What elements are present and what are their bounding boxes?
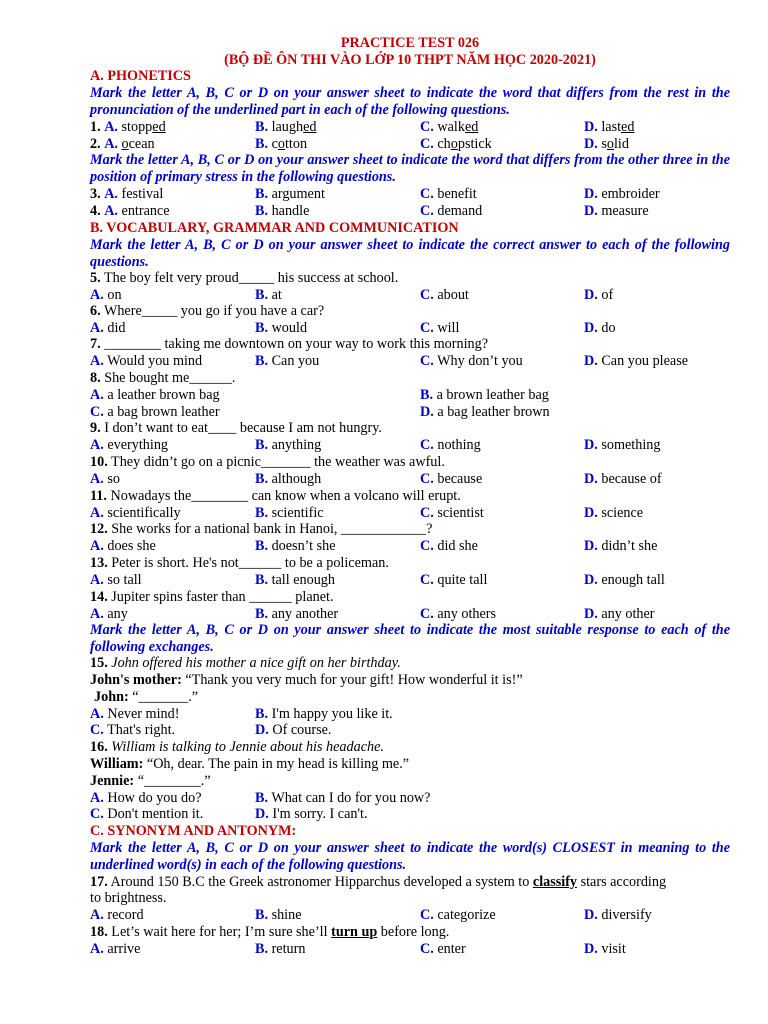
blank: ________ xyxy=(104,336,161,352)
option-text: cean xyxy=(128,136,155,152)
underlined-keyword: turn up xyxy=(331,924,378,940)
option-letter: A. xyxy=(90,907,104,923)
option-letter: D. xyxy=(255,806,269,822)
option-text: anything xyxy=(271,437,322,453)
option-letter: B. xyxy=(255,136,269,152)
question-number: 14. xyxy=(90,589,108,605)
option-text: entrance xyxy=(121,203,170,219)
option-letter: B. xyxy=(255,203,269,219)
option-text: any another xyxy=(271,606,339,622)
question-number: 1. xyxy=(90,119,101,135)
instruction-pronunciation: Mark the letter A, B, C or D on your answer sheet to indicate the word that differs from the rest in the pronunciation of the underlined part in each of the following questions. xyxy=(90,85,730,118)
section-heading-phonetics: A. PHONETICS xyxy=(90,68,191,84)
dialogue-text: “Thank you very much for your gift! How wonderful it is!” xyxy=(181,672,523,688)
option-text: return xyxy=(271,941,306,957)
stem-text: before long. xyxy=(377,924,450,940)
option-letter: D. xyxy=(584,119,598,135)
option-text: does she xyxy=(107,538,156,554)
blank: ____________ xyxy=(341,521,427,537)
underlined-part: ed xyxy=(621,119,635,135)
option-letter: C. xyxy=(420,136,434,152)
instruction-response: Mark the letter A, B, C or D on your answer sheet to indicate the most suitable response to each of the following exchanges. xyxy=(90,622,730,655)
question-13-stem xyxy=(90,555,730,572)
question-number: 10. xyxy=(90,454,108,470)
option-text: last xyxy=(601,119,622,135)
option-text: Can you xyxy=(271,353,320,369)
instruction-synonym: Mark the letter A, B, C or D on your answer sheet to indicate the word(s) CLOSEST in meaning to the underlined word(s) in each of the following questions. xyxy=(90,840,730,873)
option-text: tall enough xyxy=(271,572,335,588)
context-text: John offered his mother a nice gift on her birthday. xyxy=(111,655,401,671)
page-subtitle: (BỘ ĐỀ ÔN THI VÀO LỚP 10 THPT NĂM HỌC 2020-2021) xyxy=(224,52,596,68)
option-letter: A. xyxy=(90,505,104,521)
option-letter: C. xyxy=(90,806,104,822)
option-text: any others xyxy=(437,606,497,622)
speaker: Jennie: xyxy=(90,773,135,789)
question-18-stem xyxy=(90,924,730,941)
option-text: arrive xyxy=(107,941,141,957)
option-text: nothing xyxy=(437,437,481,453)
underlined-part: o xyxy=(121,136,129,152)
option-text: tton xyxy=(284,136,308,152)
option-text: everything xyxy=(107,437,169,453)
option-letter: A. xyxy=(104,186,118,202)
stem-text: can know when a volcano will erupt. xyxy=(248,488,461,504)
option-text: did she xyxy=(437,538,478,554)
option-text: enough tall xyxy=(601,572,665,588)
question-number: 3. xyxy=(90,186,101,202)
stem-text: She bought me xyxy=(104,370,190,386)
option-text: something xyxy=(601,437,661,453)
option-text: embroider xyxy=(601,186,660,202)
question-10-stem xyxy=(90,454,730,471)
dialogue-text: “_______.” xyxy=(128,689,199,705)
option-text: benefit xyxy=(437,186,477,202)
stem-text: Let’s wait here for her; I’m sure she’ll xyxy=(111,924,332,940)
instruction-correct-answer: Mark the letter A, B, C or D on your answer sheet to indicate the correct answer to each of the following questions. xyxy=(90,237,730,270)
question-number: 5. xyxy=(90,270,101,286)
option-letter: C. xyxy=(420,606,434,622)
option-text: a brown leather bag xyxy=(436,387,549,403)
option-letter: A. xyxy=(90,790,104,806)
option-letter: C. xyxy=(420,287,434,303)
option-letter: D. xyxy=(584,203,598,219)
stem-text: the weather was awful. xyxy=(310,454,445,470)
option-letter: C. xyxy=(420,907,434,923)
option-letter: B. xyxy=(255,437,269,453)
option-letter: B. xyxy=(255,572,269,588)
stem-text: you go if you have a car? xyxy=(177,303,325,319)
question-number: 2. xyxy=(90,136,101,152)
blank: ________ xyxy=(191,488,249,504)
option-letter: C. xyxy=(420,186,434,202)
option-letter: B. xyxy=(255,119,269,135)
question-11-stem xyxy=(90,488,730,505)
option-text: would xyxy=(271,320,308,336)
question-9-stem xyxy=(90,420,730,437)
option-text: s xyxy=(601,136,607,152)
question-number: 7. xyxy=(90,336,101,352)
question-17-stem-cont: to brightness. xyxy=(90,890,167,906)
option-letter: D. xyxy=(255,722,269,738)
option-letter: A. xyxy=(104,203,118,219)
speaker: John: xyxy=(94,689,129,705)
stem-text: planet. xyxy=(291,589,334,605)
option-letter: D. xyxy=(584,538,598,554)
option-letter: B. xyxy=(255,471,269,487)
question-number: 8. xyxy=(90,370,101,386)
option-letter: D. xyxy=(584,907,598,923)
section-heading-synonym: C. SYNONYM AND ANTONYM: xyxy=(90,823,297,839)
stem-text: . xyxy=(231,370,236,386)
option-letter: B. xyxy=(255,505,269,521)
option-text: so tall xyxy=(107,572,142,588)
option-letter: C. xyxy=(90,722,104,738)
stem-text: his success at school. xyxy=(274,270,399,286)
blank: ______ xyxy=(249,589,292,605)
question-number: 12. xyxy=(90,521,108,537)
stem-text: taking me downtown on your way to work this morning? xyxy=(160,336,488,352)
dialogue-text: “________.” xyxy=(134,773,211,789)
option-text: Can you please xyxy=(601,353,689,369)
question-6-stem xyxy=(90,303,730,320)
option-text: any xyxy=(107,606,128,622)
option-text: because of xyxy=(601,471,662,487)
blank: ______ xyxy=(189,370,232,386)
option-text: enter xyxy=(437,941,466,957)
blank: _____ xyxy=(141,303,178,319)
option-letter: C. xyxy=(90,404,104,420)
option-text: Of course. xyxy=(272,722,332,738)
option-text: scientific xyxy=(271,505,324,521)
option-letter: A. xyxy=(90,437,104,453)
stem-text: to be a policeman. xyxy=(281,555,389,571)
option-text: laugh xyxy=(271,119,304,135)
option-letter: A. xyxy=(90,572,104,588)
option-letter: D. xyxy=(584,606,598,622)
option-text: Don't mention it. xyxy=(107,806,204,822)
option-text: record xyxy=(107,907,144,923)
question-15-line2 xyxy=(94,689,734,706)
option-letter: B. xyxy=(255,706,269,722)
option-text: did xyxy=(107,320,126,336)
question-8-stem xyxy=(90,370,730,387)
option-letter: C. xyxy=(420,203,434,219)
option-text: on xyxy=(107,287,122,303)
option-text: demand xyxy=(437,203,483,219)
option-text: argument xyxy=(271,186,325,202)
option-letter: D. xyxy=(584,471,598,487)
option-text: will xyxy=(437,320,460,336)
option-letter: C. xyxy=(420,538,434,554)
option-text: a bag brown leather xyxy=(107,404,220,420)
stem-text: The boy felt very proud xyxy=(103,270,239,286)
option-letter: A. xyxy=(90,941,104,957)
option-letter: B. xyxy=(255,353,269,369)
option-letter: C. xyxy=(420,572,434,588)
option-letter: C. xyxy=(420,505,434,521)
option-letter: A. xyxy=(90,471,104,487)
question-number: 16. xyxy=(90,739,108,755)
option-text: I'm sorry. I can't. xyxy=(272,806,368,822)
option-letter: C. xyxy=(420,471,434,487)
question-number: 9. xyxy=(90,420,101,436)
stem-text: ? xyxy=(426,521,433,537)
option-letter: B. xyxy=(255,186,269,202)
option-text: a leather brown bag xyxy=(107,387,220,403)
option-text: stopp xyxy=(121,119,153,135)
option-letter: A. xyxy=(90,387,104,403)
option-letter: D. xyxy=(584,287,598,303)
option-letter: A. xyxy=(90,606,104,622)
dialogue-text: “Oh, dear. The pain in my head is killing me.” xyxy=(143,756,410,772)
option-text: What can I do for you now? xyxy=(271,790,431,806)
underlined-part: ed xyxy=(303,119,317,135)
stem-text: stars according xyxy=(577,874,667,890)
stem-text: Jupiter spins faster than xyxy=(111,589,250,605)
option-letter: D. xyxy=(584,136,598,152)
option-letter: B. xyxy=(255,538,269,554)
question-15-line1 xyxy=(90,672,730,689)
underlined-part: ed xyxy=(464,119,479,135)
option-letter: D. xyxy=(584,186,598,202)
stem-text: because I am not hungry. xyxy=(236,420,382,436)
option-letter: D. xyxy=(420,404,434,420)
question-12-stem xyxy=(90,521,730,538)
option-text: because xyxy=(437,471,483,487)
stem-text: Peter is short. He's not xyxy=(111,555,239,571)
option-text: How do you do? xyxy=(107,790,202,806)
option-text: visit xyxy=(601,941,626,957)
question-14-stem xyxy=(90,589,730,606)
question-number: 11. xyxy=(90,488,107,504)
speaker: William: xyxy=(90,756,144,772)
section-heading-vocabulary: B. VOCABULARY, GRAMMAR AND COMMUNICATION xyxy=(90,220,459,236)
option-text: of xyxy=(601,287,614,303)
option-text: didn’t she xyxy=(601,538,658,554)
option-text: shine xyxy=(271,907,302,923)
question-number: 4. xyxy=(90,203,101,219)
option-text: do xyxy=(601,320,616,336)
stem-text: Where xyxy=(103,303,142,319)
option-text: c xyxy=(271,136,278,152)
question-number: 15. xyxy=(90,655,108,671)
option-letter: B. xyxy=(255,790,269,806)
blank: _______ xyxy=(260,454,311,470)
option-letter: D. xyxy=(584,320,598,336)
instruction-stress: Mark the letter A, B, C or D on your answer sheet to indicate the word that differs from the other three in the position of primary stress in the following questions. xyxy=(90,152,730,185)
option-text: quite tall xyxy=(437,572,488,588)
option-letter: A. xyxy=(90,538,104,554)
option-text: ch xyxy=(437,136,451,152)
underlined-part: o xyxy=(450,136,458,152)
option-letter: D. xyxy=(584,437,598,453)
question-7-stem xyxy=(90,336,730,353)
option-letter: D. xyxy=(584,572,598,588)
underlined-part: o xyxy=(606,136,614,152)
option-text: science xyxy=(601,505,644,521)
stem-text: Nowadays the xyxy=(110,488,192,504)
option-text: Would you mind xyxy=(107,353,203,369)
stem-text: They didn’t go on a picnic xyxy=(111,454,261,470)
option-text: doesn’t she xyxy=(271,538,336,554)
option-letter: C. xyxy=(420,437,434,453)
question-16-line2 xyxy=(90,773,730,790)
page-title: PRACTICE TEST 026 xyxy=(340,35,480,51)
option-text: festival xyxy=(121,186,164,202)
question-17-stem xyxy=(90,874,730,891)
option-text: handle xyxy=(271,203,310,219)
option-text: Why don’t you xyxy=(437,353,523,369)
option-text: scientifically xyxy=(107,505,181,521)
underlined-part: o xyxy=(277,136,285,152)
option-letter: B. xyxy=(255,320,269,336)
option-letter: C. xyxy=(420,353,434,369)
option-text: any other xyxy=(601,606,655,622)
question-number: 17. xyxy=(90,874,108,890)
option-letter: B. xyxy=(255,907,269,923)
option-letter: D. xyxy=(584,353,598,369)
speaker: John's mother: xyxy=(90,672,182,688)
underlined-part: ed xyxy=(152,119,166,135)
stem-text: I don’t want to eat xyxy=(104,420,208,436)
underlined-keyword: classify xyxy=(532,874,578,890)
blank: ______ xyxy=(238,555,282,571)
option-text: so xyxy=(107,471,120,487)
option-letter: D. xyxy=(584,505,598,521)
option-letter: A. xyxy=(104,119,118,135)
stem-text: Around 150 B.C the Greek astronomer Hipparchus developed a system to xyxy=(110,874,533,890)
option-text: I'm happy you like it. xyxy=(271,706,393,722)
option-text: Never mind! xyxy=(107,706,180,722)
option-text: about xyxy=(437,287,469,303)
option-text: walk xyxy=(437,119,465,135)
question-number: 13. xyxy=(90,555,108,571)
option-letter: C. xyxy=(420,119,434,135)
option-text: at xyxy=(271,287,282,303)
option-letter: C. xyxy=(420,320,434,336)
option-letter: A. xyxy=(90,706,104,722)
option-text: although xyxy=(271,471,322,487)
question-16-line1 xyxy=(90,756,730,773)
question-5-stem xyxy=(90,270,730,287)
option-text: measure xyxy=(601,203,649,219)
option-text: That's right. xyxy=(107,722,176,738)
stem-text: She works for a national bank in Hanoi, xyxy=(111,521,341,537)
option-text: lid xyxy=(613,136,629,152)
option-letter: B. xyxy=(255,606,269,622)
option-text: categorize xyxy=(437,907,496,923)
blank: ____ xyxy=(207,420,237,436)
option-letter: B. xyxy=(255,941,269,957)
question-15-context xyxy=(90,655,730,672)
question-number: 6. xyxy=(90,303,101,319)
option-letter: B. xyxy=(255,287,269,303)
question-number: 18. xyxy=(90,924,108,940)
option-letter: D. xyxy=(584,941,598,957)
option-letter: C. xyxy=(420,941,434,957)
option-letter: A. xyxy=(90,353,104,369)
option-text: diversify xyxy=(601,907,652,923)
option-text: a bag leather brown xyxy=(437,404,550,420)
option-letter: A. xyxy=(104,136,118,152)
option-text: scientist xyxy=(437,505,484,521)
option-text: pstick xyxy=(457,136,492,152)
question-16-context xyxy=(90,739,730,756)
blank: _____ xyxy=(238,270,275,286)
option-letter: A. xyxy=(90,320,104,336)
option-letter: A. xyxy=(90,287,104,303)
option-letter: B. xyxy=(420,387,434,403)
context-text: William is talking to Jennie about his headache. xyxy=(111,739,384,755)
